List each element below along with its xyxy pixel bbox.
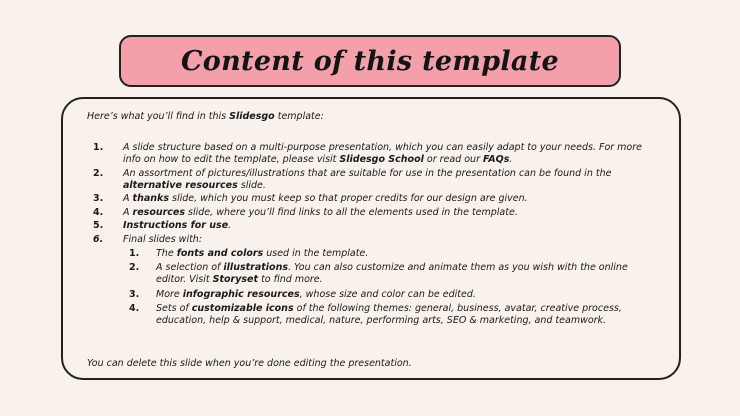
content-panel — [61, 97, 681, 380]
sub-item-4: 4. Sets of customizable icons of the following themes: general, business, avatar, creative process, education, help & support, medical, nature, performing arts, SEO & marketing, and teamwork. — [129, 303, 622, 326]
list-item-3: 3. A thanks slide, which you must keep so that proper credits for our design are given. — [93, 193, 528, 204]
slidesgo-school-link[interactable]: Slidesgo School — [339, 154, 424, 165]
storyset-link[interactable]: Storyset — [212, 274, 259, 285]
list-item-5: 5. Instructions for use. — [93, 220, 232, 231]
page-title: Content of this template — [181, 45, 559, 77]
intro-text: Here’s what you’ll find in this Slidesgo template: — [87, 111, 324, 122]
list-item-1: 1. A slide structure based on a multi-purpose presentation, which you can easily adapt to your needs. For more info on how to edit the template, please visit Slidesgo School or read our FAQs. — [93, 142, 642, 165]
list-item-4: 4. A resources slide, where you’ll find links to all the elements used in the template. — [93, 206, 518, 218]
outro-text: You can delete this slide when you’re done editing the presentation. — [87, 358, 412, 369]
sub-item-2: 2. A selection of illustrations. You can also customize and animate them as you wish with the online editor. Visit Storyset to find more. — [129, 262, 628, 285]
sub-list — [129, 248, 653, 328]
faqs-link[interactable]: FAQs — [483, 154, 510, 165]
brand-name: Slidesgo — [229, 111, 275, 122]
alternative-resources-link[interactable]: alternative resources — [123, 179, 238, 191]
sub-item-3: 3. More infographic resources, whose size and color can be edited. — [129, 288, 476, 300]
list-item-6: 6. Final slides with: — [93, 233, 203, 245]
instructions-link[interactable]: Instructions for use — [123, 220, 229, 231]
title-banner — [119, 35, 621, 87]
list-item-2: 2. An assortment of pictures/illustrations that are suitable for use in the presentation can be found in the alternative resources slide. — [93, 167, 612, 191]
sub-item-1: 1. The fonts and colors used in the template. — [129, 247, 369, 259]
content-list — [93, 142, 653, 330]
